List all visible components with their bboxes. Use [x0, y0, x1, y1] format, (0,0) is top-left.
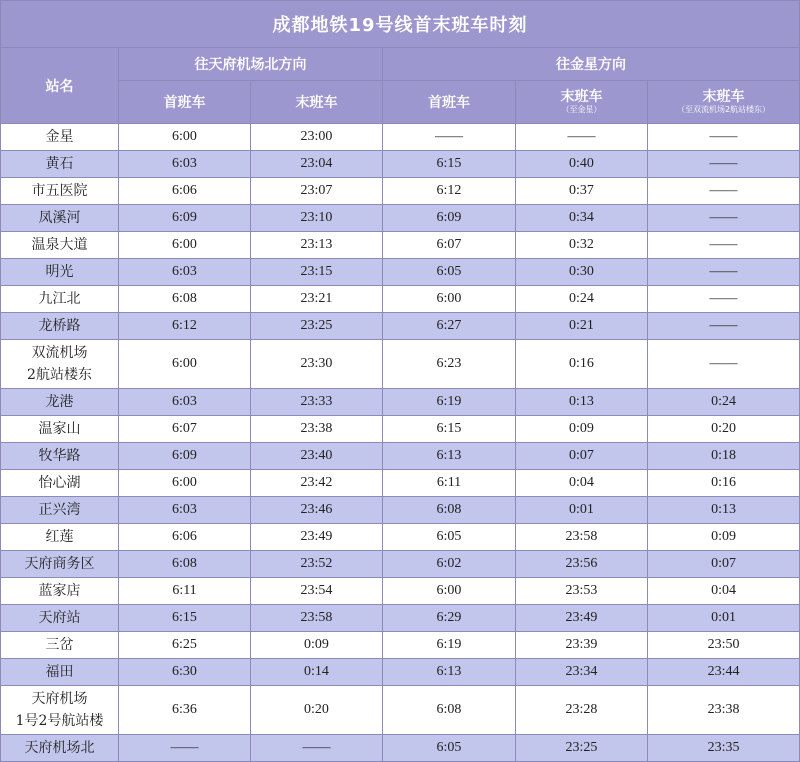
d2-first-train-cell: 6:07: [383, 232, 516, 259]
d1-first-train-cell: 6:03: [119, 151, 251, 178]
d1-first-train-cell: 6:11: [119, 578, 251, 605]
d2-first-train-cell: 6:11: [383, 470, 516, 497]
d1-first-train-cell: 6:03: [119, 497, 251, 524]
d1-first-train-cell: 6:00: [119, 340, 251, 389]
d2-last-train-jinxing-cell: 0:04: [516, 470, 648, 497]
table-row: [1, 340, 800, 389]
header-d2-last-train-jinxing-note: （至金星）: [561, 105, 602, 114]
d1-first-train-cell: 6:07: [119, 416, 251, 443]
d1-last-train-cell: 23:25: [251, 313, 383, 340]
d1-first-train-cell: 6:25: [119, 632, 251, 659]
d2-last-train-t2-cell: 0:20: [648, 416, 800, 443]
d2-last-train-t2-cell: ——: [648, 151, 800, 178]
d1-first-train-cell: 6:00: [119, 124, 251, 151]
d2-last-train-t2-cell: ——: [648, 205, 800, 232]
d2-first-train-cell: 6:05: [383, 259, 516, 286]
d1-first-train-cell: 6:00: [119, 470, 251, 497]
timetable-title: 成都地铁19号线首末班车时刻: [1, 1, 800, 48]
d1-last-train-cell: 23:04: [251, 151, 383, 178]
station-name-cell: 温家山: [1, 416, 119, 443]
d2-last-train-jinxing-cell: 0:01: [516, 497, 648, 524]
d2-last-train-t2-cell: 0:09: [648, 524, 800, 551]
d1-last-train-cell: ——: [251, 735, 383, 762]
d2-last-train-t2-cell: 23:44: [648, 659, 800, 686]
station-name-cell: 凤溪河: [1, 205, 119, 232]
d2-first-train-cell: 6:29: [383, 605, 516, 632]
d2-last-train-t2-cell: 23:38: [648, 686, 800, 735]
table-row: [1, 686, 800, 735]
d1-first-train-cell: 6:15: [119, 605, 251, 632]
d1-first-train-cell: 6:08: [119, 551, 251, 578]
d2-first-train-cell: 6:15: [383, 416, 516, 443]
d1-last-train-cell: 23:49: [251, 524, 383, 551]
table-row: [1, 232, 800, 259]
d2-first-train-cell: 6:08: [383, 686, 516, 735]
d1-first-train-cell: 6:03: [119, 259, 251, 286]
station-name-cell: 牧华路: [1, 443, 119, 470]
d2-last-train-jinxing-cell: 0:21: [516, 313, 648, 340]
header-d2-last-train-jinxing-label: 末班车: [560, 89, 603, 105]
d1-first-train-cell: 6:12: [119, 313, 251, 340]
table-row: [1, 205, 800, 232]
d2-first-train-cell: 6:23: [383, 340, 516, 389]
d2-first-train-cell: ——: [383, 124, 516, 151]
d2-last-train-t2-cell: 0:07: [648, 551, 800, 578]
station-name-cell: 九江北: [1, 286, 119, 313]
station-name-cell: 天府机场 1号2号航站楼: [1, 686, 119, 735]
d1-last-train-cell: 23:38: [251, 416, 383, 443]
d1-last-train-cell: 23:46: [251, 497, 383, 524]
d1-last-train-cell: 23:10: [251, 205, 383, 232]
d1-first-train-cell: 6:36: [119, 686, 251, 735]
d2-last-train-jinxing-cell: 0:09: [516, 416, 648, 443]
d1-first-train-cell: 6:09: [119, 205, 251, 232]
d2-first-train-cell: 6:08: [383, 497, 516, 524]
station-name-cell: 天府站: [1, 605, 119, 632]
d1-last-train-cell: 23:13: [251, 232, 383, 259]
d1-last-train-cell: 23:33: [251, 389, 383, 416]
d2-last-train-t2-cell: ——: [648, 124, 800, 151]
d2-last-train-jinxing-cell: 0:37: [516, 178, 648, 205]
d2-first-train-cell: 6:19: [383, 389, 516, 416]
station-name-cell: 温泉大道: [1, 232, 119, 259]
table-row: [1, 470, 800, 497]
header-d2-first-train: 首班车: [383, 81, 516, 124]
table-row: [1, 551, 800, 578]
d2-last-train-jinxing-cell: 23:34: [516, 659, 648, 686]
station-name-cell: 蓝家店: [1, 578, 119, 605]
table-row: [1, 605, 800, 632]
header-d2-last-train-jinxing: [516, 81, 648, 124]
d2-last-train-jinxing-cell: 23:49: [516, 605, 648, 632]
d2-last-train-jinxing-cell: 23:56: [516, 551, 648, 578]
d2-last-train-jinxing-cell: 23:58: [516, 524, 648, 551]
table-row: [1, 151, 800, 178]
d2-last-train-t2-cell: ——: [648, 286, 800, 313]
table-row: [1, 524, 800, 551]
d1-last-train-cell: 0:09: [251, 632, 383, 659]
d2-last-train-t2-cell: ——: [648, 259, 800, 286]
d1-first-train-cell: 6:03: [119, 389, 251, 416]
d2-last-train-t2-cell: 23:50: [648, 632, 800, 659]
d2-last-train-jinxing-cell: 0:16: [516, 340, 648, 389]
d2-first-train-cell: 6:00: [383, 578, 516, 605]
d2-first-train-cell: 6:15: [383, 151, 516, 178]
d1-first-train-cell: ——: [119, 735, 251, 762]
table-row: [1, 389, 800, 416]
d2-last-train-t2-cell: ——: [648, 178, 800, 205]
d2-last-train-jinxing-cell: 0:32: [516, 232, 648, 259]
table-row: [1, 443, 800, 470]
d2-last-train-jinxing-cell: 0:30: [516, 259, 648, 286]
table-row: [1, 313, 800, 340]
table-row: [1, 286, 800, 313]
d2-last-train-jinxing-cell: 0:13: [516, 389, 648, 416]
d2-last-train-jinxing-cell: 23:53: [516, 578, 648, 605]
header-station: 站名: [1, 48, 119, 124]
d1-last-train-cell: 23:07: [251, 178, 383, 205]
table-row: [1, 632, 800, 659]
station-name-cell: 金星: [1, 124, 119, 151]
table-row: [1, 259, 800, 286]
d2-last-train-t2-cell: ——: [648, 313, 800, 340]
station-name-cell: 天府机场北: [1, 735, 119, 762]
d2-last-train-t2-cell: 23:35: [648, 735, 800, 762]
d1-first-train-cell: 6:00: [119, 232, 251, 259]
d1-last-train-cell: 23:58: [251, 605, 383, 632]
d2-last-train-t2-cell: 0:13: [648, 497, 800, 524]
d2-last-train-jinxing-cell: 0:40: [516, 151, 648, 178]
d1-last-train-cell: 23:52: [251, 551, 383, 578]
d1-last-train-cell: 23:21: [251, 286, 383, 313]
station-name-cell: 市五医院: [1, 178, 119, 205]
d2-last-train-jinxing-cell: ——: [516, 124, 648, 151]
d2-last-train-t2-cell: 0:16: [648, 470, 800, 497]
station-name-cell: 双流机场 2航站楼东: [1, 340, 119, 389]
d2-last-train-jinxing-cell: 0:34: [516, 205, 648, 232]
d2-last-train-t2-cell: 0:24: [648, 389, 800, 416]
table-row: [1, 416, 800, 443]
station-name-cell: 天府商务区: [1, 551, 119, 578]
d2-last-train-jinxing-cell: 23:39: [516, 632, 648, 659]
header-d2-last-train-t2-note: （至双流机场2航站楼东）: [676, 105, 771, 114]
header-d1-last-train: 末班车: [251, 81, 383, 124]
d2-first-train-cell: 6:12: [383, 178, 516, 205]
station-name-cell: 明光: [1, 259, 119, 286]
d1-last-train-cell: 23:00: [251, 124, 383, 151]
d2-last-train-jinxing-cell: 23:28: [516, 686, 648, 735]
timetable-body: [1, 124, 800, 762]
station-name-cell: 三岔: [1, 632, 119, 659]
d2-last-train-jinxing-cell: 0:07: [516, 443, 648, 470]
station-name-cell: 红莲: [1, 524, 119, 551]
header-d2-last-train-t2-label: 末班车: [702, 89, 745, 105]
d1-first-train-cell: 6:30: [119, 659, 251, 686]
table-row: [1, 578, 800, 605]
d1-last-train-cell: 0:20: [251, 686, 383, 735]
d2-last-train-t2-cell: ——: [648, 340, 800, 389]
d2-first-train-cell: 6:13: [383, 443, 516, 470]
table-row: [1, 124, 800, 151]
table-row: [1, 497, 800, 524]
header-direction-jinxing: 往金星方向: [383, 48, 800, 81]
d2-first-train-cell: 6:02: [383, 551, 516, 578]
d2-last-train-t2-cell: 0:18: [648, 443, 800, 470]
d1-last-train-cell: 23:15: [251, 259, 383, 286]
d2-first-train-cell: 6:09: [383, 205, 516, 232]
table-row: [1, 659, 800, 686]
d2-last-train-jinxing-cell: 0:24: [516, 286, 648, 313]
station-name-cell: 正兴湾: [1, 497, 119, 524]
header-d1-first-train: 首班车: [119, 81, 251, 124]
d2-first-train-cell: 6:19: [383, 632, 516, 659]
header-d2-last-train-t2: [648, 81, 800, 124]
station-name-cell: 福田: [1, 659, 119, 686]
table-row: [1, 178, 800, 205]
d2-last-train-jinxing-cell: 23:25: [516, 735, 648, 762]
d1-first-train-cell: 6:08: [119, 286, 251, 313]
d1-last-train-cell: 23:40: [251, 443, 383, 470]
d1-last-train-cell: 23:42: [251, 470, 383, 497]
d2-last-train-t2-cell: 0:01: [648, 605, 800, 632]
d1-last-train-cell: 0:14: [251, 659, 383, 686]
d2-first-train-cell: 6:05: [383, 735, 516, 762]
d1-last-train-cell: 23:30: [251, 340, 383, 389]
d1-first-train-cell: 6:06: [119, 178, 251, 205]
station-name-cell: 龙桥路: [1, 313, 119, 340]
station-name-cell: 龙港: [1, 389, 119, 416]
d2-first-train-cell: 6:13: [383, 659, 516, 686]
table-row: [1, 735, 800, 762]
d2-first-train-cell: 6:27: [383, 313, 516, 340]
station-name-cell: 怡心湖: [1, 470, 119, 497]
d1-first-train-cell: 6:09: [119, 443, 251, 470]
d2-last-train-t2-cell: 0:04: [648, 578, 800, 605]
d2-first-train-cell: 6:00: [383, 286, 516, 313]
header-direction-airport-north: 往天府机场北方向: [119, 48, 383, 81]
station-name-cell: 黄石: [1, 151, 119, 178]
d1-last-train-cell: 23:54: [251, 578, 383, 605]
d1-first-train-cell: 6:06: [119, 524, 251, 551]
d2-first-train-cell: 6:05: [383, 524, 516, 551]
d2-last-train-t2-cell: ——: [648, 232, 800, 259]
